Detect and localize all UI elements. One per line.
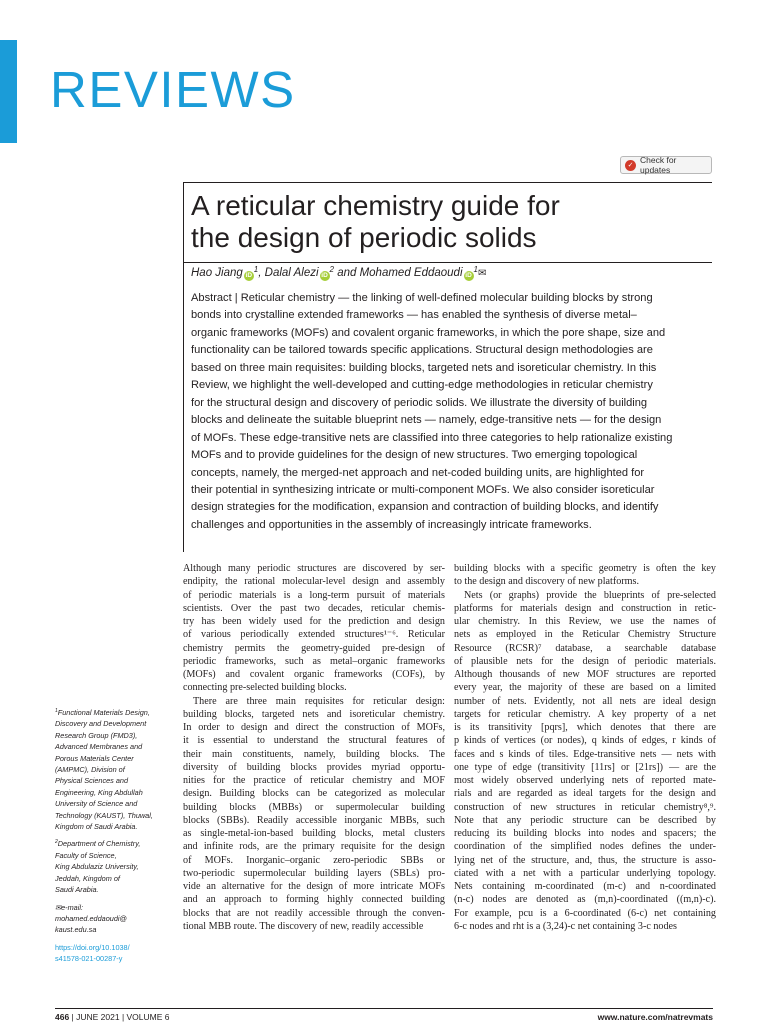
author-3-affiliation: 1	[473, 265, 478, 274]
body-line: 6-c nodes and rht is a (3,24)-c net containing 3-c nodes	[454, 920, 677, 932]
body-line: Resource (RCSR)⁷ database, a searchable database	[454, 642, 716, 654]
author-2-affiliation: 2	[329, 265, 334, 274]
body-line: There are three main requisites for reticular design:	[193, 695, 445, 707]
body-line: two-periodic supermolecular building layers (SBLs) pro-	[183, 867, 445, 879]
affiliation-text: Technology (KAUST), Thuwal,	[55, 810, 153, 820]
body-line: (n-c) nodes are denoted as (m,n)-coordinated ((m,n)-c).	[454, 894, 716, 906]
body-line: and infinite rods, are the primary requisite for the design	[183, 841, 445, 853]
body-line: of MOFs. Inorganic–organic zero-periodic SBBs or	[183, 854, 445, 866]
body-line: blocks (SBBs). Readily accessible inorganic MBBs, such	[183, 814, 445, 826]
affiliation-line	[55, 753, 173, 764]
abstract-line: design strategies for the modification, expansion and contraction of building blocks, and identify	[191, 501, 659, 514]
affiliation-number: 2	[55, 839, 58, 846]
title-line-1: A reticular chemistry guide for	[191, 190, 560, 221]
affiliation-text: Discovery and Development	[55, 719, 147, 729]
affiliation-line	[55, 850, 173, 861]
affiliation-text: King Abdulaziz University,	[55, 862, 139, 872]
abstract-line: challenges and opportunities in the assembly of increasingly intricate frameworks.	[191, 518, 592, 531]
affiliation-text: Functional Materials Design,	[57, 708, 150, 717]
orcid-icon[interactable]: iD	[245, 272, 253, 279]
affiliation-text: (AMPMC), Division of	[55, 765, 125, 775]
body-line: of periodic materials is a long-term pursuit of materials	[183, 589, 445, 601]
body-line: is its transitivity [pqrs], which denotes that there are	[454, 722, 716, 733]
affiliation-text: Department of Chemistry,	[57, 839, 141, 849]
body-line: one type of edge (transitivity [11rs] or [21rs]) — are the	[454, 761, 716, 773]
body-line: vide an alternative for the design of more intricate MOFs	[183, 881, 445, 892]
body-line: of plausible nets for the design of periodic materials.	[454, 655, 716, 667]
affiliation-text: Kingdom of Saudi Arabia.	[55, 822, 138, 832]
body-column-left	[183, 562, 445, 933]
affiliation-line	[55, 798, 173, 809]
body-line: their main constituents, namely, building blocks. The	[183, 748, 445, 760]
body-line: faces and s kinds of tiles. Edge-transitive nets — nets with	[454, 748, 716, 760]
abstract-line: their potential in synthesizing intricate or multi-component MOFs. We also consider isoreticular	[191, 483, 655, 496]
page-number: 466	[55, 1012, 70, 1022]
body-line: it is essential to understand the structural features of	[183, 735, 445, 747]
email-icon[interactable]: ✉	[477, 268, 487, 279]
affiliation-line	[55, 913, 173, 924]
body-line: of various periodically extended structures¹⁻⁶. Reticular	[183, 629, 445, 641]
affiliation-text: mohamed.eddaoudi@	[55, 913, 127, 923]
body-line: (MOFs) and covalent organic frameworks (COFs), by	[183, 669, 445, 680]
body-line: scientists. Over the past two decades, reticular chemis-	[183, 602, 445, 614]
affiliation-text: Research Group (FMD3),	[55, 730, 138, 740]
body-line: nities for the practice of reticular chemistry and MOF	[183, 775, 445, 786]
affiliation-line	[55, 810, 173, 821]
body-line: diversity of building blocks provides myriad opportu-	[183, 761, 445, 773]
abstract-line: Review, we highlight the well-developed and cutting-edge methodologies in reticular chemistry	[191, 379, 653, 392]
affiliation-line	[55, 873, 173, 884]
issue-info: | JUNE 2021 | VOLUME 6	[69, 1012, 170, 1022]
affiliation-line	[55, 707, 173, 718]
affiliation-line	[55, 718, 173, 729]
body-line: try has been widely used for the prediction and design	[183, 616, 445, 627]
affiliation-line	[55, 884, 173, 895]
affiliation-text: University of Science and	[55, 799, 138, 809]
body-line: nets as employed in the Reticular Chemistry Structure	[454, 629, 716, 641]
author-2[interactable]: Dalal Alezi	[264, 267, 319, 279]
affiliation-line	[55, 838, 173, 849]
body-line: rials and are regarded as ideal targets for the design and	[454, 788, 716, 800]
affiliation-line	[55, 953, 173, 964]
body-line: endipity, the rational molecular-level design and assembly	[183, 576, 445, 588]
affiliation-text: s41578-021-00287-y	[55, 954, 123, 964]
body-line: every year, the majority of these are based on a limited	[454, 682, 716, 694]
body-line: most widely observed underlying nets of reported mate-	[454, 775, 716, 786]
abstract-line: MOFs and to provide guidelines for the design of new structures. Two emerging topological	[191, 449, 638, 462]
title-line-2: the design of periodic solids	[191, 222, 537, 253]
affiliation-text: Advanced Membranes and	[55, 742, 143, 752]
affiliation-1	[55, 707, 173, 832]
affiliation-text: https://doi.org/10.1038/	[55, 942, 130, 952]
abstract-line: organic frameworks (MOFs) and covalent organic frameworks, in which the pore shape, size and	[191, 326, 666, 339]
correspondence-email[interactable]	[55, 913, 173, 936]
body-line: targets for reticular chemistry. A key property of a net	[454, 708, 716, 720]
affiliation-line	[55, 861, 173, 872]
body-line: and an approach to forming highly connected building	[183, 894, 445, 906]
affiliation-line	[55, 730, 173, 741]
affiliations	[55, 707, 173, 965]
body-line: p kinds of vertices (or nodes), q kinds of edges, r kinds of	[454, 735, 716, 747]
body-line: blocks that are not readily accessible through the conven-	[183, 907, 445, 919]
affiliation-line	[55, 775, 173, 786]
body-column-right	[454, 562, 716, 933]
doi-link[interactable]	[55, 942, 173, 965]
footer-rule	[55, 1008, 713, 1009]
abstract-line: Abstract | Reticular chemistry — the linking of well-defined molecular building blocks by strong	[191, 292, 653, 304]
body-line: platforms for materials design and construction in retic-	[454, 602, 716, 614]
affiliation-text: kaust.edu.sa	[55, 925, 97, 935]
orcid-icon[interactable]: iD	[321, 272, 328, 279]
crossmark-icon: ✓	[625, 160, 636, 171]
affiliation-line	[55, 821, 173, 832]
author-separator: ,	[258, 267, 265, 279]
body-line: chemistry permits the geometry-guided pre-design of	[183, 642, 445, 654]
affiliation-line	[55, 924, 173, 935]
title-vertical-rule	[183, 182, 184, 552]
affiliation-2	[55, 838, 173, 895]
author-1-affiliation: 1	[253, 265, 259, 274]
body-line: For example, pcu is a 6-coordinated (6-c) net containing	[454, 907, 716, 919]
author-1[interactable]: Hao Jiang	[191, 267, 243, 279]
authors-rule	[183, 262, 712, 263]
affiliation-text: Faculty of Science,	[55, 850, 117, 860]
affiliation-line	[55, 787, 173, 798]
author-list	[191, 266, 711, 281]
abstract-line: blocks and delineate the suitable blueprint nets — namely, edge-transitive nets — for the design	[191, 414, 662, 427]
body-line: Note that any periodic structure can be described by	[454, 814, 716, 826]
body-line: as single-metal-ion-based building blocks, metal clusters	[183, 828, 445, 839]
affiliation-text: Physical Sciences and	[55, 776, 129, 786]
abstract-line: based on three main requisites: building blocks, targeted nets and isoreticular chemistry. In this	[191, 361, 657, 374]
abstract-line: for the structural design and discovery of periodic solids. We illustrate the diversity of building	[191, 396, 648, 409]
body-line: Nets (or graphs) provide the blueprints of pre-selected	[464, 589, 716, 601]
body-line: building blocks, targeted nets and isoreticular chemistry.	[183, 708, 445, 720]
abstract-line: concepts, namely, the merged-net approach and net-coded building units, are highlighted for	[191, 466, 645, 479]
orcid-icon[interactable]: iD	[465, 272, 472, 279]
body-line: coordination of the simplified nodes defines the under-	[454, 841, 716, 853]
affiliation-text: Porous Materials Center	[55, 753, 134, 763]
section-label: REVIEWS	[50, 61, 296, 118]
body-line: number of nets. Evidently, not all nets are ideal design	[454, 695, 716, 707]
body-line: construction of new structures in reticular chemistry⁸,⁹.	[454, 801, 716, 813]
body-line: ciated with a net with a particular underlying topology.	[454, 867, 716, 879]
email-label: ✉e-mail:	[55, 902, 84, 912]
journal-url[interactable]: www.nature.com/natrevmats	[597, 1012, 713, 1022]
affiliation-text: Saudi Arabia.	[55, 885, 99, 895]
body-line: building blocks (MBBs) or supermolecular building	[183, 801, 445, 813]
body-line: Nets containing m-coordinated (m-c) and n-coordinated	[454, 881, 716, 892]
body-line: lying net of the structure, and, thus, the structure is asso-	[454, 854, 716, 866]
author-3[interactable]: Mohamed Eddaoudi	[359, 267, 463, 279]
body-line: tional MBB route. The discovery of new, readily accessible	[183, 920, 424, 932]
title-rule	[183, 182, 712, 183]
body-line: building blocks with a specific geometry is often the key	[454, 563, 716, 574]
author-separator: and	[334, 267, 360, 279]
affiliation-line	[55, 764, 173, 775]
affiliation-line	[55, 942, 173, 953]
affiliation-number: 1	[55, 708, 58, 714]
body-line: ular chemistry. In this Review, we use the names of	[454, 616, 716, 627]
footer-issue	[55, 1012, 170, 1022]
body-line: reducing its building blocks into nodes and spacers; the	[454, 828, 716, 839]
abstract-line: of MOFs. These edge-transitive nets are classified into three categories to help rationalize existing	[191, 431, 673, 444]
abstract	[191, 290, 712, 534]
affiliation-text: Engineering, King Abdullah	[55, 787, 143, 797]
check-for-updates-button[interactable]	[620, 156, 712, 174]
abstract-line: functionality can be tailored towards specific applications. Structural design methodologies are	[191, 344, 653, 357]
body-line: periodic frameworks, such as metal–organic frameworks	[183, 655, 445, 667]
abstract-line: bonds into crystalline extended frameworks — has enabled the synthesis of diverse metal–	[191, 309, 637, 322]
body-line: Although thousands of new MOF structures are reported	[454, 669, 716, 680]
body-line: Although many periodic structures are discovered by ser-	[183, 563, 445, 574]
affiliation-line	[55, 741, 173, 752]
body-line: design. Building blocks can be categorized as molecular	[183, 788, 445, 800]
body-line: In order to design and direct the construction of MOFs,	[183, 722, 445, 733]
article-title	[191, 190, 711, 254]
affiliation-text: Jeddah, Kingdom of	[55, 873, 120, 883]
accent-bar	[0, 40, 17, 143]
check-for-updates-label: Check for updates	[640, 155, 677, 175]
body-line: connecting pre-selected building blocks.	[183, 682, 347, 694]
body-line: to the design and discovery of new platforms.	[454, 576, 640, 588]
